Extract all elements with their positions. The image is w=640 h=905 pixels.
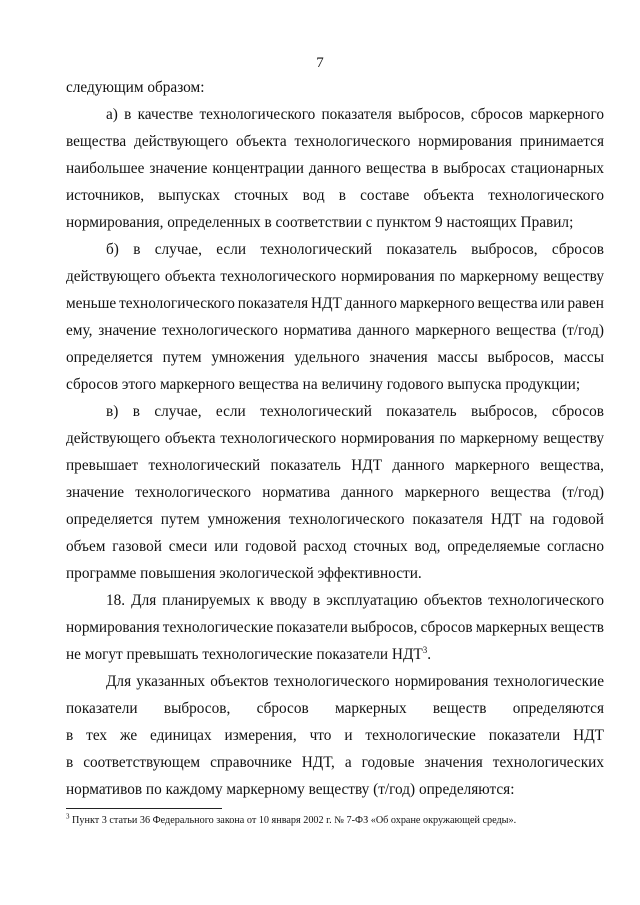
text-line <box>66 484 604 502</box>
paragraph-first-line <box>106 673 604 691</box>
text-line <box>66 619 604 637</box>
text-line <box>66 133 604 151</box>
line-trailing-punctuation: . <box>427 646 432 663</box>
text-line <box>66 214 604 232</box>
line-text: нормативов по каждому маркерному веществу (т/год) определяются: <box>66 781 515 798</box>
line-text: не могут превышать технологические показатели НДТ <box>66 646 423 663</box>
line-text: программе повышения экологической эффективности. <box>66 565 422 582</box>
line-text: действующего объекта технологического нормирования по маркерному веществу <box>66 430 604 447</box>
line-text: следующим образом: <box>66 79 205 96</box>
text-line <box>66 349 604 367</box>
line-text: определяется путем умножения технологического показателя НДТ на годовой <box>66 511 604 528</box>
text-line <box>66 79 604 97</box>
text-line <box>66 781 604 799</box>
line-text: наибольшее значение концентрации данного вещества в выбросах стационарных <box>66 160 604 177</box>
line-text: нормирования, определенных в соответствии с пунктом 9 настоящих Правил; <box>66 214 574 231</box>
text-line <box>66 268 604 286</box>
paragraph-first-line <box>106 592 604 610</box>
line-text: в тех же единицах измерения, что и технологические показатели НДТ <box>66 727 604 744</box>
line-text: 18. Для планируемых к вводу в эксплуатацию объектов технологического <box>106 592 604 609</box>
line-text: а) в качестве технологического показателя выбросов, сбросов маркерного <box>106 106 604 123</box>
line-text: сбросов этого маркерного вещества на величину годового выпуска продукции; <box>66 376 581 393</box>
line-text: нормирования технологические показатели выбросов, сбросов маркерных веществ <box>66 619 604 636</box>
line-text: значение технологического норматива данного маркерного вещества (т/год) <box>66 484 604 501</box>
text-line <box>66 511 604 529</box>
footnote-marker: 3 <box>66 812 70 821</box>
text-line <box>66 430 604 448</box>
paragraph-first-line <box>106 403 604 421</box>
line-text: в) в случае, если технологический показатель выбросов, сбросов <box>106 403 604 420</box>
text-line <box>66 700 604 718</box>
footnote-separator <box>66 808 222 809</box>
line-text: превышает технологический показатель НДТ данного маркерного вещества, <box>66 457 604 474</box>
text-line <box>66 376 604 394</box>
paragraph-first-line <box>106 106 604 124</box>
paragraph-first-line <box>106 241 604 259</box>
line-text: меньше технологического показателя НДТ данного маркерного вещества или равен <box>66 295 604 312</box>
line-text: определяется путем умножения удельного значения массы выбросов, массы <box>66 349 604 366</box>
text-line <box>66 322 604 340</box>
footnote <box>66 814 516 827</box>
text-line <box>66 754 604 772</box>
line-text: ему, значение технологического норматива данного маркерного вещества (т/год) <box>66 322 604 339</box>
footnote-reference: 3 <box>422 644 428 655</box>
line-text: источников, выпусках сточных вод в составе объекта технологического <box>66 187 604 204</box>
line-text: вещества действующего объекта технологического нормирования принимается <box>66 133 604 150</box>
line-text: действующего объекта технологического нормирования по маркерному веществу <box>66 268 604 285</box>
text-line <box>66 646 604 664</box>
text-line <box>66 160 604 178</box>
text-line <box>66 727 604 745</box>
line-text: б) в случае, если технологический показатель выбросов, сбросов <box>106 241 604 258</box>
line-text: Для указанных объектов технологического нормирования технологические <box>106 673 604 690</box>
line-text: в соответствующем справочнике НДТ, а годовые значения технологических <box>66 754 604 771</box>
line-text: показатели выбросов, сбросов маркерных веществ определяются <box>66 700 604 717</box>
text-line <box>66 457 604 475</box>
page-number: 7 <box>316 55 324 71</box>
footnote-text: Пункт 3 статьи 36 Федерального закона от 10 января 2002 г. № 7-ФЗ «Об охране окружающей среды». <box>69 815 517 826</box>
line-text: объем газовой смеси или годовой расход сточных вод, определяемые согласно <box>66 538 604 555</box>
text-line <box>66 565 604 583</box>
text-line <box>66 538 604 556</box>
text-line <box>66 295 604 313</box>
text-line <box>66 187 604 205</box>
